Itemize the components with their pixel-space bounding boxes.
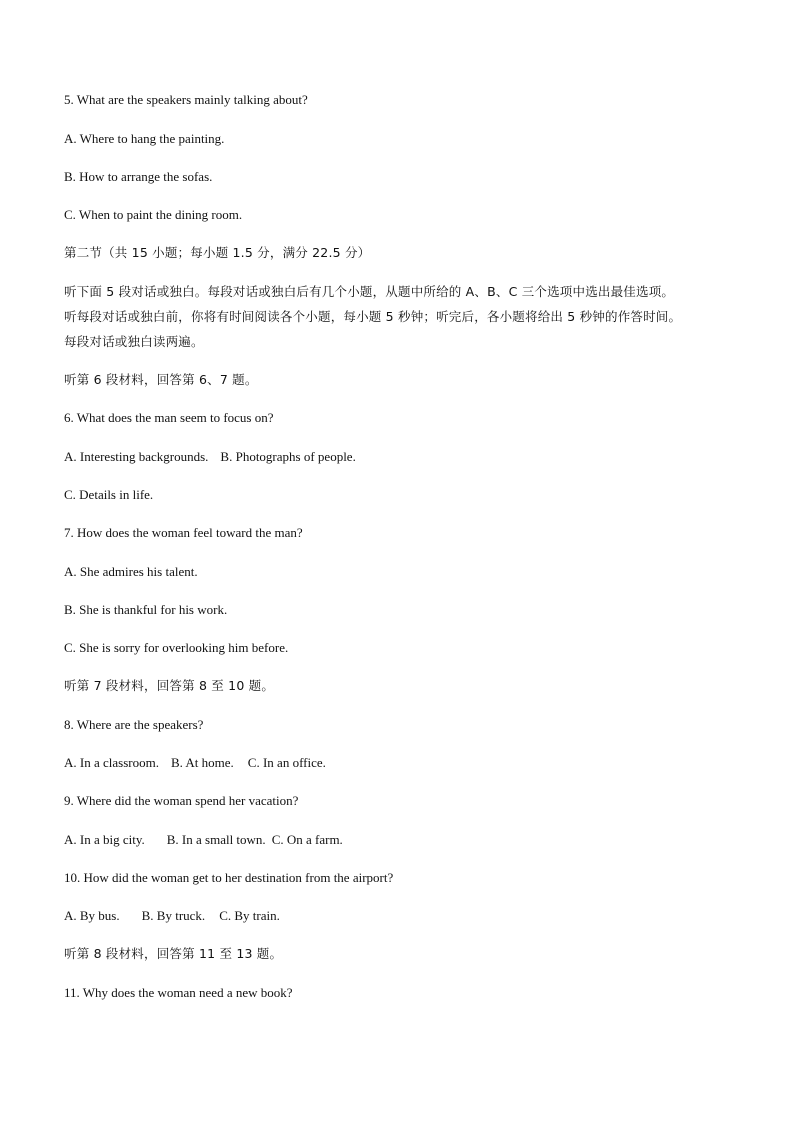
- question-9-option-a: A. In a big city.: [64, 832, 145, 847]
- question-8-option-b: B. At home.: [170, 755, 234, 770]
- material-7-heading: 听第 7 段材料，回答第 8 至 10 题。: [64, 678, 275, 693]
- question-5-option-b: B. How to arrange the sofas.: [64, 169, 213, 184]
- section-2-instruction-line-2: 听每段对话或独白前，你将有时间阅读各个小题，每小题 5 秒钟；听完后，各小题将给出 5 秒钟的作答时间。: [64, 309, 682, 324]
- question-5: 5. What are the speakers mainly talking about?: [64, 92, 308, 107]
- material-6-heading: 听第 6 段材料，回答第 6、7 题。: [64, 372, 258, 387]
- question-10-option-c: C. By train.: [219, 908, 280, 923]
- question-10-options: [64, 908, 280, 924]
- question-8-options: [64, 755, 326, 771]
- question-6-option-c: C. Details in life.: [64, 487, 154, 502]
- section-2-instruction-line-1: 听下面 5 段对话或独白。每段对话或独白后有几个小题，从题中所给的 A、B、C 三个选项中选出最佳选项。: [64, 284, 675, 299]
- question-10: 10. How did the woman get to her destination from the airport?: [64, 870, 394, 885]
- section-2-instruction-line-3: 每段对话或独白读两遍。: [64, 334, 204, 349]
- question-7: 7. How does the woman feel toward the man?: [64, 525, 303, 540]
- section-2-heading: 第二节（共 15 小题；每小题 1.5 分，满分 22.5 分）: [64, 245, 371, 260]
- question-7-option-c: C. She is sorry for overlooking him before.: [64, 640, 289, 655]
- question-8-option-a: A. In a classroom.: [64, 755, 159, 770]
- question-5-option-a: A. Where to hang the painting.: [64, 131, 225, 146]
- question-6-option-a: A. Interesting backgrounds.: [64, 449, 209, 464]
- question-6-option-b: B. Photographs of people.: [220, 449, 356, 464]
- question-11: 11. Why does the woman need a new book?: [64, 985, 293, 1000]
- question-6-options-ab: [64, 449, 356, 465]
- question-10-option-b: B. By truck.: [141, 908, 206, 923]
- question-9: 9. Where did the woman spend her vacation?: [64, 793, 299, 808]
- question-5-option-c: C. When to paint the dining room.: [64, 207, 243, 222]
- question-7-option-b: B. She is thankful for his work.: [64, 602, 228, 617]
- question-9-option-b: B. In a small town.: [166, 832, 266, 847]
- question-10-option-a: A. By bus.: [64, 908, 120, 923]
- question-6: 6. What does the man seem to focus on?: [64, 410, 274, 425]
- material-8-heading: 听第 8 段材料，回答第 11 至 13 题。: [64, 946, 283, 961]
- question-9-option-c: C. On a farm.: [271, 832, 343, 847]
- question-8-option-c: C. In an office.: [247, 755, 326, 770]
- question-7-option-a: A. She admires his talent.: [64, 564, 198, 579]
- question-9-options: [64, 832, 343, 848]
- question-8: 8. Where are the speakers?: [64, 717, 204, 732]
